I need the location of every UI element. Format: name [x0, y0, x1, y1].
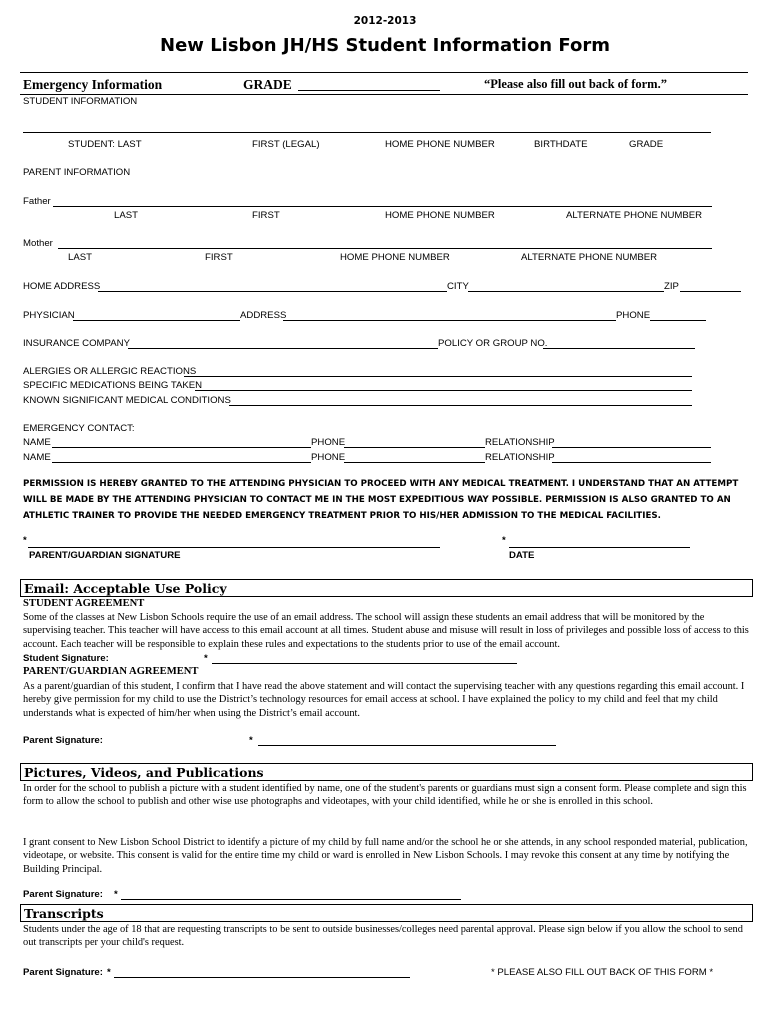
signature-star: * [23, 535, 27, 546]
mother-field[interactable] [58, 248, 712, 249]
father-field[interactable] [53, 206, 712, 207]
student-info-section: STUDENT INFORMATION [23, 96, 138, 107]
allergies-label: ALERGIES OR ALLERGIC REACTIONS [23, 366, 197, 377]
conditions-field[interactable] [229, 405, 692, 406]
student-home-phone-label: HOME PHONE NUMBER [385, 139, 495, 150]
contact1-phone-field[interactable] [344, 447, 485, 448]
school-year: 2012-2013 [353, 15, 417, 27]
mother-first-label: FIRST [205, 252, 233, 263]
student-signature-field[interactable] [212, 663, 517, 664]
city-field[interactable] [468, 291, 664, 292]
father-alt-phone-label: ALTERNATE PHONE NUMBER [566, 210, 703, 221]
mother-label: Mother [23, 238, 53, 249]
parent-agreement-text: As a parent/guardian of this student, I confirm that I have read the above statement and will contact the supervising teacher with any questions regarding this email account. I hereby give permission for my child to use the District’s technology resources for email access at school. I have explained the policy to my child and feel that my child understands what is expected of him/her when using the District’s email account. [23, 681, 745, 719]
father-label: Father [23, 196, 51, 207]
transcripts-parent-signature-star: * [107, 967, 111, 978]
contact1-phone-label: PHONE [311, 437, 346, 448]
zip-field[interactable] [680, 291, 741, 292]
permission-statement: PERMISSION IS HEREBY GRANTED TO THE ATTENDING PHYSICIAN TO PROCEED WITH ANY MEDICAL TREATMENT. I UNDERSTAND THAT AN ATTEMPT WILL BE MADE BY THE ATTENDING PHYSICIAN TO CONTACT ME IN THE MOST EXPEDITIOUS WAY POSSIBLE. PERMISSION IS ALSO GRANTED TO AN ATHLETIC TRAINER TO PROVIDE THE NEEDED EMERGENCY TREATMENT PRIOR TO HIS/HER ADMISSION TO THE MEDICAL FACILITIES. [23, 479, 739, 521]
email-parent-signature-label: Parent Signature: [23, 735, 103, 746]
student-agreement-heading: STUDENT AGREEMENT [23, 598, 145, 609]
insurance-field[interactable] [128, 348, 438, 349]
zip-label: ZIP [664, 281, 679, 292]
emergency-contact-heading: EMERGENCY CONTACT: [23, 423, 135, 434]
parent-guardian-signature-label: PARENT/GUARDIAN SIGNATURE [29, 550, 181, 561]
email-parent-signature-star: * [249, 735, 253, 746]
grade-field[interactable] [298, 90, 440, 91]
contact2-phone-label: PHONE [311, 452, 346, 463]
physician-phone-label: PHONE [616, 310, 651, 321]
mother-alt-phone-label: ALTERNATE PHONE NUMBER [521, 252, 658, 263]
transcripts-parent-signature-label: Parent Signature: [23, 967, 103, 978]
back-of-form-note: “Please also fill out back of form.” [484, 77, 667, 91]
student-signature-label: Student Signature: [23, 653, 109, 664]
parent-agreement-heading: PARENT/GUARDIAN AGREEMENT [23, 666, 199, 677]
pictures-parent-signature-field[interactable] [121, 899, 461, 900]
home-address-field[interactable] [98, 291, 447, 292]
emergency-info-heading: Emergency Information [23, 77, 163, 92]
date-field[interactable] [509, 547, 690, 548]
date-label: DATE [509, 550, 535, 561]
student-first-label: FIRST (LEGAL) [252, 139, 320, 150]
medications-label: SPECIFIC MEDICATIONS BEING TAKEN [23, 380, 203, 391]
home-address-label: HOME ADDRESS [23, 281, 101, 292]
father-first-label: FIRST [252, 210, 280, 221]
pictures-text-1: In order for the school to publish a picture with a student identified by name, one of the student's parents or guardians must sign a consent form. Please complete and sign this form to allow the school to publish and other wise use photographs and videotapes, with your child identified, while he or she is enrolled in this school. [23, 783, 747, 808]
transcripts-heading: Transcripts [20, 904, 753, 922]
pictures-parent-signature-label: Parent Signature: [23, 889, 103, 900]
father-home-phone-label: HOME PHONE NUMBER [385, 210, 495, 221]
pictures-heading: Pictures, Videos, and Publications [20, 763, 753, 781]
parent-info-section: PARENT INFORMATION [23, 167, 131, 178]
email-parent-signature-field[interactable] [258, 745, 556, 746]
student-fields-line[interactable] [23, 132, 711, 133]
conditions-label: KNOWN SIGNIFICANT MEDICAL CONDITIONS [23, 395, 231, 406]
pictures-text-2: I grant consent to New Lisbon School District to identify a picture of my child by full name and/or the school he or she attends, in any school responded material, publication, videotape, or website. This consent is valid for the entire time my child or ward is enrolled in New Lisbon Schools. I may revoke this consent at any time by notifying the Building Principal. [23, 837, 748, 875]
top-rule [20, 72, 748, 73]
transcripts-parent-signature-field[interactable] [114, 977, 410, 978]
back-of-form-reminder: * PLEASE ALSO FILL OUT BACK OF THIS FORM * [491, 967, 714, 978]
contact2-relationship-label: RELATIONSHIP [485, 452, 555, 463]
pictures-parent-signature-star: * [114, 889, 118, 900]
date-star: * [502, 535, 506, 546]
student-birthdate-label: BIRTHDATE [534, 139, 588, 150]
contact2-name-field[interactable] [52, 462, 311, 463]
top-bar-rule [20, 94, 748, 95]
contact2-phone-field[interactable] [344, 462, 485, 463]
student-last-label: STUDENT: LAST [68, 139, 142, 150]
contact2-relationship-field[interactable] [552, 462, 711, 463]
transcripts-text: Students under the age of 18 that are requesting transcripts to be sent to outside businesses/colleges need parental approval. Please sign below if you allow the school to send out transcripts per your child's request. [23, 924, 743, 949]
physician-label: PHYSICIAN [23, 310, 75, 321]
contact1-relationship-label: RELATIONSHIP [485, 437, 555, 448]
form-title: New Lisbon JH/HS Student Information Form [160, 35, 610, 56]
email-policy-heading: Email: Acceptable Use Policy [20, 579, 753, 597]
student-grade-label: GRADE [629, 139, 664, 150]
physician-phone-field[interactable] [650, 320, 706, 321]
contact1-name-label: NAME [23, 437, 51, 448]
father-last-label: LAST [114, 210, 138, 221]
student-agreement-text: Some of the classes at New Lisbon Schools require the use of an email address. The school will assign these students an email address that will be monitored by the supervising teacher. This teacher will have access to this email account at all times. Student abuse and misuse will result in loss of privileges and possible loss of access to this account. Each teacher will be responsible to explain these rules and expectations to the students prior to use of the email account. [23, 612, 749, 650]
policy-label: POLICY OR GROUP NO. [438, 338, 548, 349]
mother-home-phone-label: HOME PHONE NUMBER [340, 252, 450, 263]
student-signature-star: * [204, 653, 208, 664]
contact1-relationship-field[interactable] [552, 447, 711, 448]
insurance-label: INSURANCE COMPANY [23, 338, 130, 349]
physician-address-field[interactable] [283, 320, 616, 321]
contact1-name-field[interactable] [52, 447, 311, 448]
policy-field[interactable] [543, 348, 695, 349]
contact2-name-label: NAME [23, 452, 51, 463]
grade-label: GRADE [243, 77, 292, 92]
city-label: CITY [447, 281, 469, 292]
mother-last-label: LAST [68, 252, 92, 263]
parent-guardian-signature-field[interactable] [28, 547, 440, 548]
physician-field[interactable] [73, 320, 240, 321]
medications-field[interactable] [195, 390, 692, 391]
allergies-field[interactable] [184, 376, 692, 377]
physician-address-label: ADDRESS [240, 310, 287, 321]
